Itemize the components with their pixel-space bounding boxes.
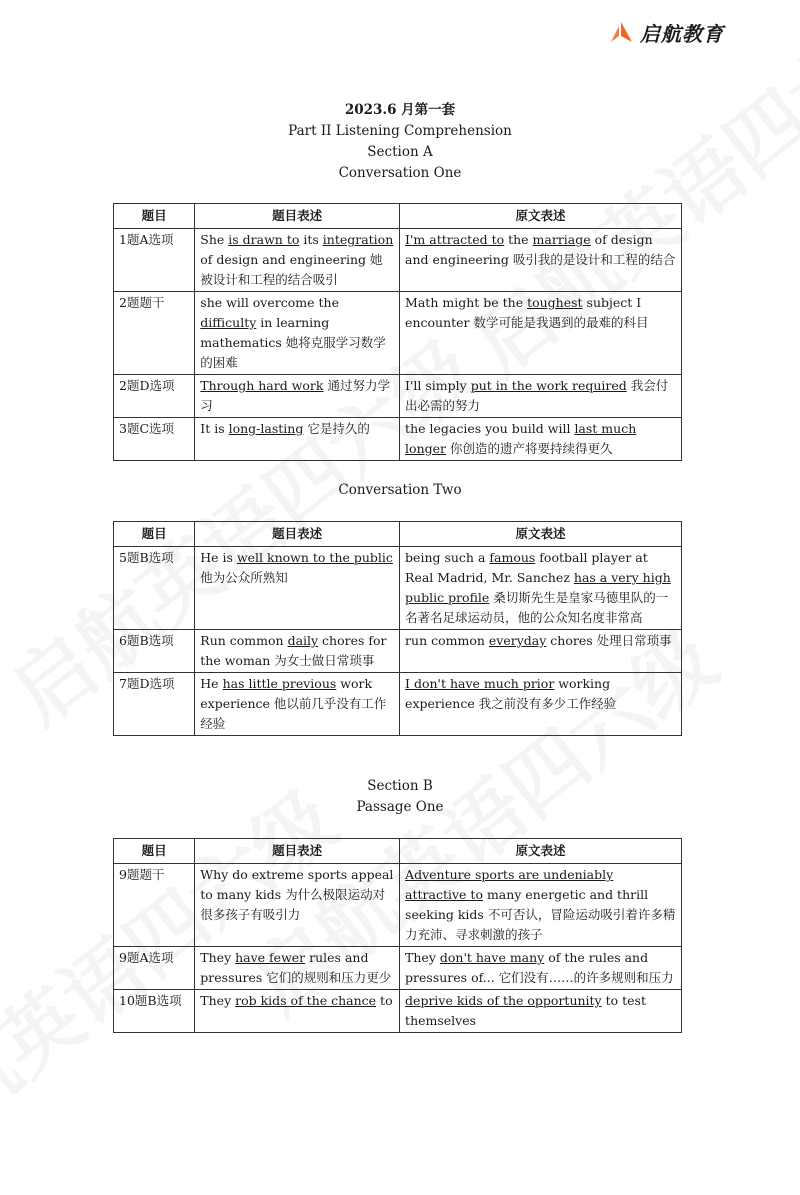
text-segment: being such a — [405, 550, 490, 565]
text-segment: Why do extreme sports appeal to many kids 为什么极限运动对很多孩子有吸引力 — [200, 867, 394, 922]
table-row — [114, 947, 682, 990]
column-header: 题目表述 — [195, 839, 400, 864]
item-cell: 10题B选项 — [114, 990, 195, 1033]
original-cell — [400, 864, 682, 947]
item-cell: 5题B选项 — [114, 547, 195, 630]
column-header: 题目 — [114, 839, 195, 864]
column-header: 原文表述 — [400, 522, 682, 547]
text-segment: It is — [200, 421, 229, 436]
underlined-phrase: toughest — [527, 295, 583, 310]
text-segment: 桑切斯先生是皇家马德里队的一名著名足球运动员，他的公众知名度非常高 — [405, 590, 669, 625]
item-cell: 1题A选项 — [114, 229, 195, 292]
item-cell: 7题D选项 — [114, 673, 195, 736]
text-segment: chores 处理日常琐事 — [546, 633, 672, 648]
table-row — [114, 418, 682, 461]
section-a-heading: Section A — [367, 144, 433, 160]
text-segment: football player at Real Madrid, Mr. Sanchez — [405, 550, 648, 585]
text-segment: They — [200, 993, 236, 1008]
original-cell — [400, 375, 682, 418]
text-segment: I'll simply — [405, 378, 471, 393]
question-cell — [195, 864, 400, 947]
table-row — [114, 990, 682, 1033]
underlined-phrase: deprive kids of the opportunity — [405, 993, 602, 1008]
column-header: 题目表述 — [195, 204, 400, 229]
text-segment: subject I encounter 数学可能是我遇到的最难的科目 — [405, 295, 649, 330]
underlined-phrase: long-lasting — [228, 421, 304, 436]
question-cell — [195, 292, 400, 375]
question-cell — [195, 947, 400, 990]
column-header: 题目 — [114, 522, 195, 547]
text-segment: 他为公众所熟知 — [200, 570, 288, 585]
underlined-phrase: Through hard work — [200, 378, 324, 393]
text-segment: rules and pressures 它们的规则和压力更少 — [200, 950, 392, 985]
underlined-phrase: last much longer — [405, 421, 637, 456]
document-header — [0, 100, 800, 184]
question-cell — [195, 990, 400, 1033]
page-title: 2023.6 月第一套 — [344, 102, 456, 118]
item-cell: 6题B选项 — [114, 630, 195, 673]
text-segment: He — [200, 676, 223, 691]
item-cell: 9题A选项 — [114, 947, 195, 990]
brand-logo — [608, 18, 724, 47]
text-segment: They — [200, 950, 236, 965]
section-b-heading: Section B — [367, 778, 433, 794]
brand-name: 启航教育 — [640, 22, 724, 46]
text-segment: to test themselves — [405, 993, 646, 1028]
text-segment: 通过努力学习 — [200, 378, 390, 413]
question-cell — [195, 375, 400, 418]
original-cell — [400, 292, 682, 375]
original-cell — [400, 947, 682, 990]
text-segment: of design and engineering 吸引我的是设计和工程的结合 — [405, 232, 676, 267]
underlined-phrase: I'm attracted to — [405, 232, 505, 247]
underlined-phrase: don't have many — [439, 950, 545, 965]
text-segment: the legacies you build will — [405, 421, 575, 436]
original-cell — [400, 547, 682, 630]
text-segment: chores for the woman 为女士做日常琐事 — [200, 633, 387, 668]
item-cell: 2题题干 — [114, 292, 195, 375]
text-segment: its — [299, 232, 323, 247]
table-row — [114, 673, 682, 736]
text-segment: working experience 我之前没有多少工作经验 — [405, 676, 617, 711]
table-row — [114, 375, 682, 418]
conversation-one-heading: Conversation One — [338, 165, 462, 181]
underlined-phrase: everyday — [488, 633, 547, 648]
text-segment: She — [200, 232, 229, 247]
item-cell: 9题题干 — [114, 864, 195, 947]
conversation-one-table — [113, 203, 682, 461]
underlined-phrase: is drawn to — [228, 232, 300, 247]
text-segment: They — [405, 950, 440, 965]
text-segment: 你创造的遗产将要持续得更久 — [446, 441, 613, 456]
conversation-two-heading: Conversation Two — [338, 482, 462, 498]
text-segment: of design and engineering 她被设计和工程的结合吸引 — [200, 252, 383, 287]
text-segment: 它是持久的 — [303, 421, 370, 436]
conversation-two-header — [0, 480, 800, 501]
table-row — [114, 547, 682, 630]
text-segment: Math might be the — [405, 295, 528, 310]
underlined-phrase: Adventure sports are undeniably attractive to — [405, 867, 614, 902]
column-header: 题目表述 — [195, 522, 400, 547]
underlined-phrase: put in the work required — [470, 378, 627, 393]
question-cell — [195, 673, 400, 736]
text-segment: in learning mathematics 她将克服学习数学的困难 — [200, 315, 386, 370]
part-heading: Part II Listening Comprehension — [288, 123, 512, 139]
text-segment: 我会付出必需的努力 — [405, 378, 669, 413]
underlined-phrase: famous — [489, 550, 536, 565]
text-segment: many energetic and thrill seeking kids 不可否认，冒险运动吸引着许多精力充沛、寻求刺激的孩子 — [405, 887, 676, 942]
column-header: 题目 — [114, 204, 195, 229]
original-cell — [400, 990, 682, 1033]
question-cell — [195, 229, 400, 292]
passage-one-heading: Passage One — [356, 799, 444, 815]
column-header: 原文表述 — [400, 839, 682, 864]
underlined-phrase: integration — [322, 232, 394, 247]
question-cell — [195, 418, 400, 461]
underlined-phrase: difficulty — [200, 315, 257, 330]
underlined-phrase: I don't have much prior — [405, 676, 555, 691]
original-cell — [400, 418, 682, 461]
text-segment: the — [504, 232, 533, 247]
sail-logo-icon — [608, 20, 634, 46]
underlined-phrase: have fewer — [235, 950, 306, 965]
text-segment: to — [376, 993, 393, 1008]
underlined-phrase: rob kids of the chance — [235, 993, 377, 1008]
underlined-phrase: marriage — [532, 232, 591, 247]
passage-one-table — [113, 838, 682, 1033]
text-segment: run common — [405, 633, 489, 648]
table-row — [114, 229, 682, 292]
item-cell: 2题D选项 — [114, 375, 195, 418]
original-cell — [400, 229, 682, 292]
section-b-header — [0, 776, 800, 818]
text-segment: of the rules and pressures of... 它们没有……的许多规则和压力 — [405, 950, 674, 985]
conversation-two-table — [113, 521, 682, 736]
original-cell — [400, 673, 682, 736]
underlined-phrase: well known to the public — [236, 550, 393, 565]
item-cell: 3题C选项 — [114, 418, 195, 461]
table-row — [114, 292, 682, 375]
original-cell — [400, 630, 682, 673]
underlined-phrase: has little previous — [222, 676, 337, 691]
table-row — [114, 864, 682, 947]
question-cell — [195, 630, 400, 673]
column-header: 原文表述 — [400, 204, 682, 229]
text-segment: He is — [200, 550, 237, 565]
text-segment: Run common — [200, 633, 288, 648]
underlined-phrase: has a very high public profile — [405, 570, 671, 605]
table-row — [114, 630, 682, 673]
text-segment: she will overcome the — [200, 295, 339, 310]
underlined-phrase: daily — [287, 633, 319, 648]
text-segment: work experience 他以前几乎没有工作经验 — [200, 676, 387, 731]
question-cell — [195, 547, 400, 630]
